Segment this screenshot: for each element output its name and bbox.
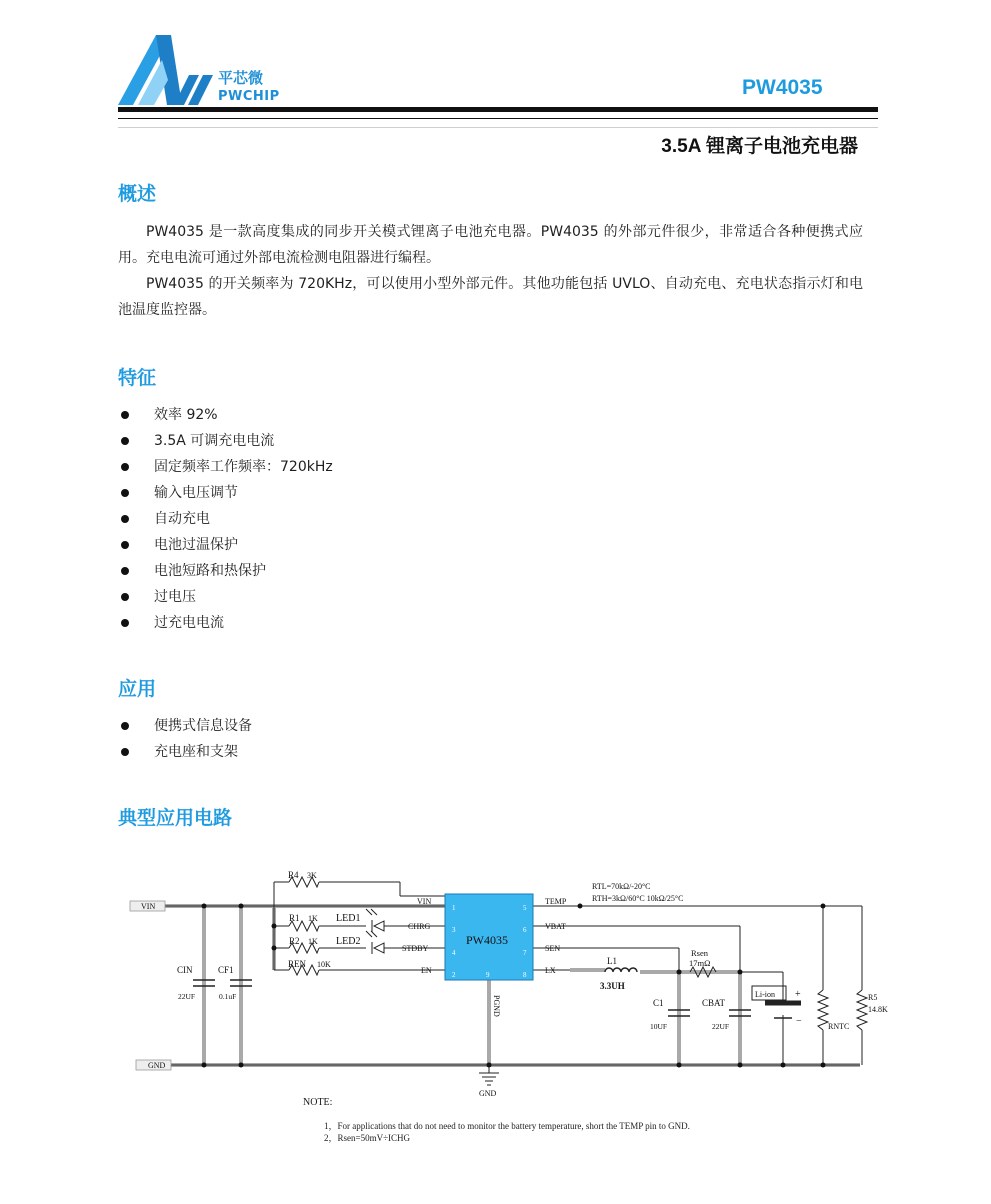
cbat-value: 22UF bbox=[712, 1022, 730, 1031]
pin-lx: LX bbox=[545, 966, 556, 975]
r4-value: 3K bbox=[307, 871, 317, 880]
rsen-value: 17mΩ bbox=[689, 958, 711, 968]
application-item: 便携式信息设备 bbox=[118, 713, 252, 739]
r2-value: 1K bbox=[308, 937, 318, 946]
r2-label: R2 bbox=[289, 936, 300, 946]
r5-label: R5 bbox=[868, 993, 878, 1002]
feature-item: 过电压 bbox=[118, 584, 333, 610]
features-list bbox=[118, 402, 333, 636]
rsen-label: Rsen bbox=[691, 948, 708, 958]
header-rule-thin bbox=[118, 118, 878, 119]
applications-heading: 应用 bbox=[118, 678, 157, 700]
battery-plus: + bbox=[795, 989, 801, 1000]
led-symbols bbox=[366, 909, 384, 954]
header-rule-thick bbox=[118, 107, 878, 112]
ground-symbol bbox=[479, 1073, 499, 1085]
rth-note: RTH=3kΩ/60°C 10kΩ/25°C bbox=[592, 894, 684, 903]
c1-value: 10UF bbox=[650, 1022, 668, 1031]
ren-label: REN bbox=[288, 959, 306, 969]
note-line-1: 1，For applications that do not need to monitor the battery temperature, short the TEMP pin to GND. bbox=[324, 1121, 690, 1131]
pin-chrg: CHRG bbox=[408, 922, 431, 931]
overview-paragraph-1: PW4035 是一款高度集成的同步开关模式锂离子电池充电器。PW4035 的外部元件很少，非常适合各种便携式应用。充电电流可通过外部电流检测电阻器进行编程。 bbox=[118, 224, 863, 266]
logo-chinese-name: 平芯微 bbox=[218, 69, 264, 87]
applications-list bbox=[118, 713, 252, 765]
resistors bbox=[289, 877, 867, 1030]
rtl-note: RTL=70kΩ/-20°C bbox=[592, 882, 651, 891]
pin-en: EN bbox=[421, 966, 432, 975]
capacitors bbox=[193, 980, 751, 1016]
pin-number: 4 bbox=[452, 949, 456, 957]
circuit-heading: 典型应用电路 bbox=[118, 807, 233, 829]
led2-label: LED2 bbox=[336, 936, 361, 947]
feature-item: 固定频率工作频率：720kHz bbox=[118, 454, 333, 480]
r1-value: 1K bbox=[308, 914, 318, 923]
r4-label: R4 bbox=[288, 870, 299, 880]
l1-value: 3.3UH bbox=[600, 981, 625, 991]
cbat-label: CBAT bbox=[702, 998, 726, 1008]
cf1-label: CF1 bbox=[218, 965, 234, 975]
logo-english-name: PWCHIP bbox=[218, 89, 280, 104]
inductor bbox=[605, 968, 637, 972]
rntc-label: RNTC bbox=[828, 1022, 850, 1031]
pin-number: 9 bbox=[486, 971, 490, 979]
c1-label: C1 bbox=[653, 998, 664, 1008]
pin-number: 2 bbox=[452, 971, 456, 979]
vin-port-label: VIN bbox=[141, 902, 156, 911]
pin-pgnd: PGND bbox=[492, 995, 501, 1017]
application-item: 充电座和支架 bbox=[118, 739, 252, 765]
feature-item: 自动充电 bbox=[118, 506, 333, 532]
r5-value: 14.8K bbox=[868, 1005, 888, 1014]
feature-item: 效率 92% bbox=[118, 402, 333, 428]
feature-item: 3.5A 可调充电电流 bbox=[118, 428, 333, 454]
gnd-port-label: GND bbox=[148, 1061, 166, 1070]
battery-label: Li-ion bbox=[755, 990, 775, 999]
cin-label: CIN bbox=[177, 965, 193, 975]
r1-label: R1 bbox=[289, 913, 300, 923]
feature-item: 过充电电流 bbox=[118, 610, 333, 636]
pin-number: 1 bbox=[452, 904, 456, 912]
battery-minus: − bbox=[796, 1016, 802, 1027]
feature-item: 输入电压调节 bbox=[118, 480, 333, 506]
features-heading: 特征 bbox=[118, 367, 157, 389]
l1-label: L1 bbox=[607, 956, 617, 966]
pwchip-logo bbox=[118, 35, 218, 107]
pin-vbat: VBAT bbox=[545, 922, 566, 931]
pin-number: 5 bbox=[523, 904, 527, 912]
pin-number: 6 bbox=[523, 926, 527, 934]
pin-vin: VIN bbox=[417, 897, 432, 906]
part-number: PW4035 bbox=[742, 76, 823, 99]
led1-label: LED1 bbox=[336, 913, 361, 924]
pin-temp: TEMP bbox=[545, 897, 567, 906]
overview-heading: 概述 bbox=[118, 183, 157, 205]
note-heading: NOTE: bbox=[303, 1097, 333, 1108]
pin-sen: SEN bbox=[545, 944, 561, 953]
feature-item: 电池过温保护 bbox=[118, 532, 333, 558]
header-rule-light bbox=[118, 127, 878, 128]
ic-chip-label: PW4035 bbox=[466, 933, 508, 947]
pin-stdby: STDBY bbox=[402, 944, 429, 953]
typical-application-circuit bbox=[0, 860, 991, 1100]
overview-paragraph-2: PW4035 的开关频率为 720KHz，可以使用小型外部元件。其他功能包括 UVLO、自动充电、充电状态指示灯和电池温度监控器。 bbox=[118, 276, 863, 318]
cf1-value: 0.1uF bbox=[219, 992, 237, 1001]
ground-label: GND bbox=[479, 1089, 497, 1098]
pin-number: 8 bbox=[523, 971, 527, 979]
ren-value: 10K bbox=[317, 960, 331, 969]
document-title: 3.5A 锂离子电池充电器 bbox=[661, 136, 858, 157]
cin-value: 22UF bbox=[178, 992, 196, 1001]
pin-number: 3 bbox=[452, 926, 456, 934]
feature-item: 电池短路和热保护 bbox=[118, 558, 333, 584]
pin-number: 7 bbox=[523, 949, 527, 957]
note-line-2: 2，Rsen=50mV÷ICHG bbox=[324, 1133, 411, 1143]
